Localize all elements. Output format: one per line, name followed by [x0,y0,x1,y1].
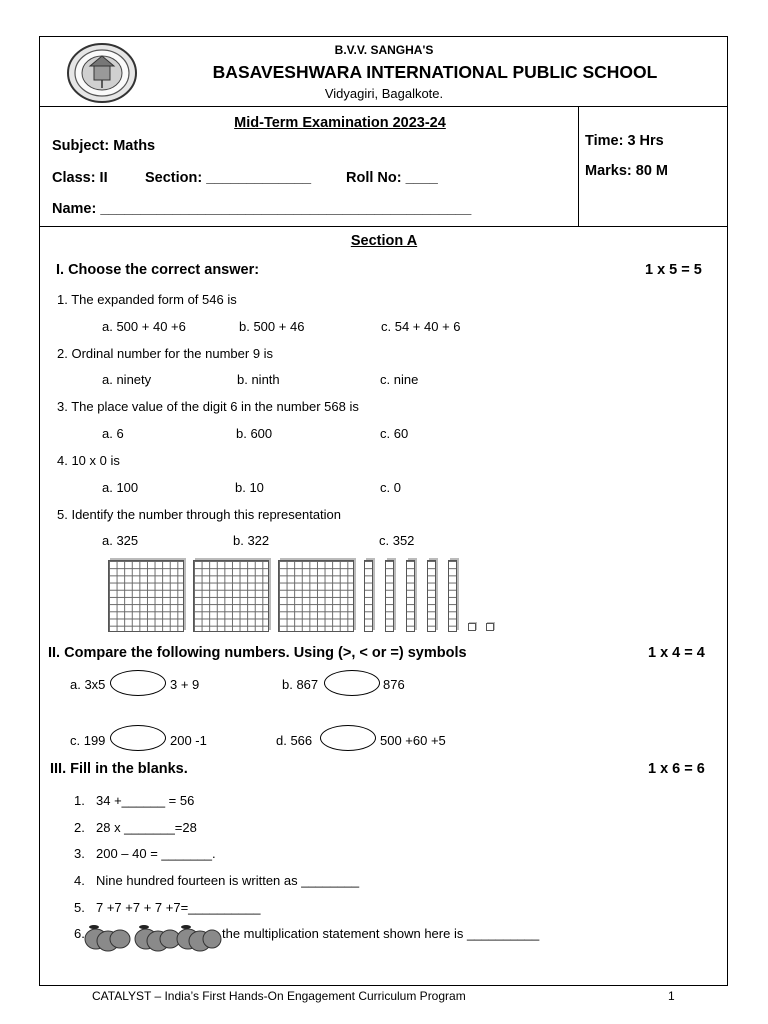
compare-b-left: b. 867 [282,677,319,692]
ten-rod-icon [364,560,373,632]
compare-d-right: 500 +60 +5 [380,733,446,748]
fill-blank-3-number: 3. [74,846,85,861]
part3-heading: III. Fill in the blanks. [50,761,188,777]
fill-blank-1-number: 1. [74,793,85,808]
fill-blank-5-number: 5. [74,900,85,915]
ten-rod-icon [427,560,436,632]
question-3: 3. The place value of the digit 6 in the number 568 is [57,399,359,414]
school-location: Vidyagiri, Bagalkote. [324,86,444,101]
compare-c-answer-oval[interactable] [110,725,166,751]
question-2: 2. Ordinal number for the number 9 is [57,346,274,361]
compare-b-answer-oval[interactable] [324,670,380,696]
fill-blank-6-number: 6. [74,926,85,941]
fill-blank-4-number: 4. [74,873,85,888]
exam-title: Mid-Term Examination 2023-24 [234,115,446,131]
subject-label: Subject: Maths [52,138,156,154]
q5-option-b: b. 322 [233,533,270,548]
compare-c-left: c. 199 [70,733,106,748]
time-label: Time: 3 Hrs [585,133,664,149]
info-column-divider [578,106,579,226]
compare-b-right: 876 [383,677,405,692]
part2-heading: II. Compare the following numbers. Using (>, < or =) symbols [48,645,467,661]
q4-option-c: c. 0 [380,480,401,495]
compare-a-left: a. 3x5 [70,677,106,692]
unit-cube-icon [486,623,494,631]
ten-rod-icon [385,560,394,632]
compare-d-left: d. 566 [276,733,313,748]
fill-blank-2: 28 x _______=28 [96,820,197,835]
part2-marks: 1 x 4 = 4 [648,645,705,661]
question-5: 5. Identify the number through this representation [57,507,342,522]
name-field: Name: ______________________________________________ [52,201,472,217]
section-field: Section: _____________ [145,170,312,186]
q3-option-c: c. 60 [380,426,409,441]
compare-d-answer-oval[interactable] [320,725,376,751]
fill-blank-2-number: 2. [74,820,85,835]
q5-option-a: a. 325 [102,533,139,548]
fill-blank-6: the multiplication statement shown here is __________ [222,926,540,941]
q2-option-a: a. ninety [102,372,152,387]
fill-blank-5: 7 +7 +7 + 7 +7=__________ [96,900,261,915]
school-name: BASAVESHWARA INTERNATIONAL PUBLIC SCHOOL [212,62,658,82]
class-label: Class: II [52,170,108,186]
question-1: 1. The expanded form of 546 is [57,292,237,307]
q2-option-b: b. ninth [237,372,280,387]
section-a-title: Section A [350,233,418,249]
ten-rod-icon [406,560,415,632]
compare-c-right: 200 -1 [170,733,207,748]
marks-label: Marks: 80 M [585,163,669,179]
header-divider [39,106,728,107]
q4-option-b: b. 10 [235,480,264,495]
q1-option-a: a. 500 + 40 +6 [102,319,186,334]
info-divider [39,226,728,227]
part3-marks: 1 x 6 = 6 [648,761,705,777]
fill-blank-3: 200 – 40 = _______. [96,846,216,861]
part1-heading: I. Choose the correct answer: [56,262,260,278]
question-4: 4. 10 x 0 is [57,453,120,468]
mango-groups-icon [82,920,222,954]
q1-option-b: b. 500 + 46 [239,319,305,334]
hundred-flat-icon [108,560,184,632]
fill-blank-1: 34 +______ = 56 [96,793,195,808]
q3-option-a: a. 6 [102,426,124,441]
fill-blank-4: Nine hundred fourteen is written as ________ [96,873,360,888]
q2-option-c: c. nine [380,372,419,387]
page-number: 1 [668,989,675,1003]
ten-rod-icon [448,560,457,632]
unit-cube-icon [468,623,476,631]
hundred-flat-icon [193,560,269,632]
part1-marks: 1 x 5 = 5 [645,262,702,278]
q3-option-b: b. 600 [236,426,273,441]
compare-a-right: 3 + 9 [170,677,200,692]
hundred-flat-icon [278,560,354,632]
q4-option-a: a. 100 [102,480,139,495]
footer-program: CATALYST – India’s First Hands-On Engagement Curriculum Program [92,989,466,1003]
q5-option-c: c. 352 [379,533,415,548]
q1-option-c: c. 54 + 40 + 6 [381,319,461,334]
org-name: B.V.V. SANGHA'S [334,43,434,57]
roll-no-field: Roll No: ____ [346,170,438,186]
compare-a-answer-oval[interactable] [110,670,166,696]
